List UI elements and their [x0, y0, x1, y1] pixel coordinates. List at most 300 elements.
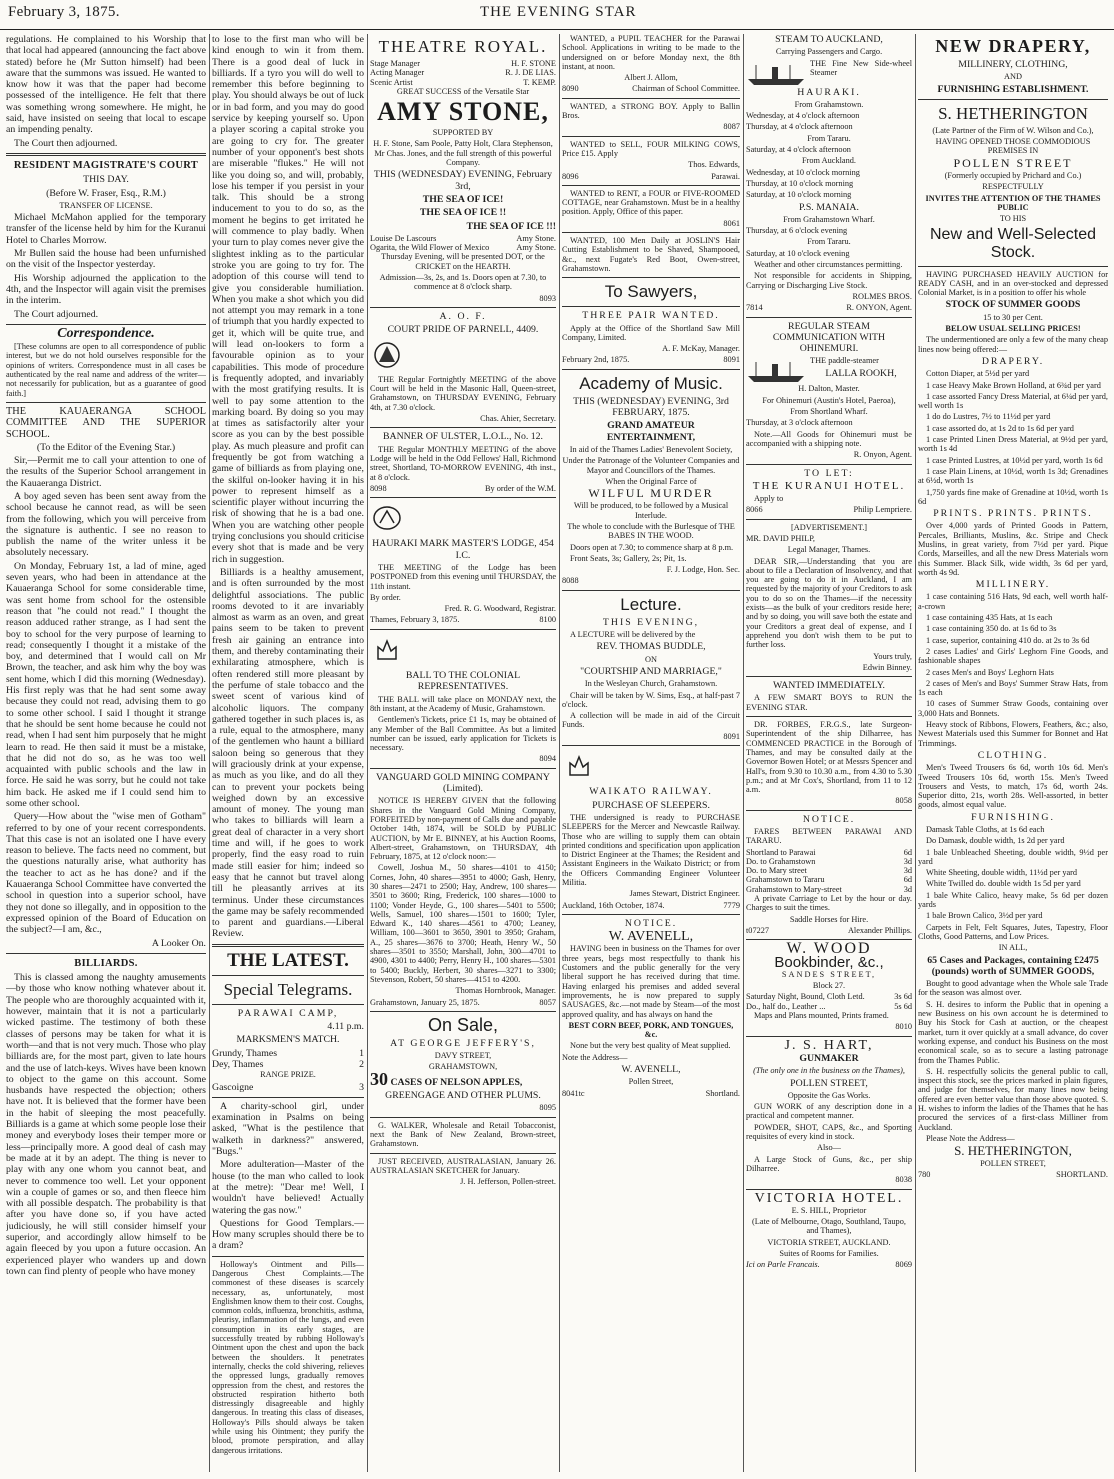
- ad-footer: Grahamstown, January 25, 1875. 8057: [370, 997, 556, 1007]
- ad-heading: FURNISHING ESTABLISHMENT.: [937, 83, 1089, 95]
- letter-signature: A Looker On.: [151, 937, 206, 949]
- list-item: 1 case Plain Linens, at 10½d, worth 1s 3d; Grenadines at 6½d, worth 1s: [918, 466, 1108, 486]
- ad-text: Admission—3s, 2s, and 1s. Doors open at 7.30, to commence at 8 o'clock sharp.: [379, 273, 547, 292]
- fare-row: Grahamstown to Tararu 6d: [746, 875, 912, 885]
- schedule-heading: From Grahamstown Wharf.: [783, 214, 875, 224]
- ad-text: "COURTSHIP AND MARRIAGE,": [580, 665, 722, 677]
- ad-heading: COURT PRIDE OF PARNELL, 4409.: [387, 324, 539, 336]
- ad-signature: J. H. Jefferson, Pollen-street.: [460, 1177, 556, 1187]
- play-title: THE SEA OF ICE !!!: [466, 220, 556, 232]
- subheading: MARKSMEN'S MATCH.: [236, 1034, 340, 1046]
- ad-footer: 8090 Chairman of School Committee.: [562, 84, 740, 94]
- ad-text: G. WALKER, Wholesale and Retail Tobacconist, next the Bank of New Zealand, Brown-street, Grahamstown.: [370, 1120, 556, 1149]
- ad-text: IN ALL,: [998, 943, 1028, 953]
- divider: [746, 519, 912, 520]
- ad-text: DEAR SIR,—Understanding that you are about to file a Declaration of Insolvency, and that you are going to do it in Auckland, I am requested by the majority of your Creditors to ask you to do so on the Thames—if the necessity exists—as the bulk of your creditors reside here; and by so doing, you will save both the estate and your Creditors a great deal of expense, and I apprehend you don't wish them to be put to further loss.: [746, 556, 912, 650]
- divider: [370, 629, 556, 630]
- category-heading: PRINTS. PRINTS. PRINTS.: [933, 508, 1093, 520]
- ad-text: E. S. HILL, Proprietor: [791, 1205, 867, 1215]
- ad-text: ON: [645, 654, 657, 664]
- divider: [562, 914, 740, 915]
- ad-signature: A. F. McKay, Manager.: [662, 344, 740, 354]
- play-title: WILFUL MURDER: [588, 486, 714, 501]
- ad-text: A Large Stock of Guns, &c., per ship Dilharree.: [746, 1154, 912, 1173]
- ad-text: By order.: [370, 592, 401, 602]
- list-item: Damask Table Cloths, at 1s 6d each: [926, 825, 1045, 834]
- ad-text: Bought to good advantage when the Whole sale Trade for the season was almost over.: [918, 979, 1108, 998]
- ad-text: JUST RECEIVED, AUSTRALASIAN, January 26. AUSTRALASIAN SKETCHER for January.: [370, 1156, 556, 1175]
- ad-heading: New and Well-Selected Stock.: [929, 225, 1096, 261]
- ad-text: INVITES THE ATTENTION OF THE THAMES PUBLIC: [925, 193, 1101, 212]
- ad-heading: Bookbinder, &c.,: [774, 953, 884, 971]
- ad-signature: R. Onyon, Agent.: [853, 450, 912, 460]
- ad-signature: F. J. Lodge, Hon. Sec.: [666, 565, 740, 575]
- ad-signature: Chas. Ahier, Secretary.: [480, 414, 556, 424]
- ad-text: THE undersigned is ready to PURCHASE SLEEPERS for the Mercer and Newcastle Railway. Those who are willing to supply them can obtain printed conditions and specification upon application to District Engineer at the Thames; the Resident and Assistant Engineers in the Waikato District; or from the Officers Commanding Engineer Volunteer Militia.: [562, 812, 740, 887]
- ad-text: POWDER, SHOT, CAPS, &c., and Sporting requisites of every kind in stock.: [746, 1122, 912, 1142]
- ad-text: Front Seats, 3s; Gallery, 2s; Pit, 1s.: [570, 553, 687, 563]
- divider: [746, 464, 912, 465]
- ad-heading: GUNMAKER: [799, 1052, 859, 1064]
- ad-heading: POLLEN STREET: [953, 155, 1073, 170]
- ad-text: Pollen Street,: [628, 1077, 674, 1087]
- divider: [562, 98, 740, 99]
- ad-heading: VICTORIA HOTEL.: [754, 1190, 904, 1206]
- fare-row: Do. to Mary street 3d: [746, 866, 912, 876]
- ad-text: THE BALL will take place on MONDAY next, the 8th instant, at the Academy of Music, Grahamstown.: [370, 694, 556, 713]
- ad-text: In the Wesleyan Church, Grahamstown.: [584, 679, 718, 689]
- column-rule: [209, 34, 210, 1472]
- dateline-time: 4.11 p.m.: [327, 1021, 364, 1033]
- column-rule: [559, 34, 560, 1472]
- ad-number: 8094: [539, 754, 556, 764]
- ad-text: Legal Manager, Thames.: [787, 545, 871, 555]
- ad-heading: A. O. F.: [439, 310, 487, 322]
- ad-text: Weather and other circumstances permitting.: [754, 260, 903, 270]
- ad-text: W. AVENELL,: [621, 1064, 681, 1076]
- ad-signature: Thomas Hornbrook, Manager.: [455, 986, 556, 996]
- ship-name: P.S. MANAIA.: [799, 201, 859, 213]
- ad-heading: BALL TO THE COLONIAL REPRESENTATIVES.: [405, 670, 521, 693]
- ad-text: THE Regular Fortnightly MEETING of the above Court will be held in the Masonic Hall, Queen-street, Grahamstown, on THURSDAY EVENING, February 4th, at 7.30 o'clock.: [370, 374, 556, 412]
- divider: [212, 1004, 364, 1005]
- ad-text: Gentlemen's Tickets, price £1 1s, may be obtained of any Member of the Ball Committee. As but a limited number can be issued, early application for Tickets is necessary.: [370, 715, 556, 753]
- ad-text: WANTED, a PUPIL TEACHER for the Parawai School. Applications in writing to be made to the undersigned on or before Monday next, the 8th instant, at noon.: [562, 34, 740, 71]
- schedule-row: Saturday, at 10 o'clock morning: [746, 190, 852, 200]
- ad-heading: J. S. HART,: [784, 1037, 874, 1053]
- ad-text: Cowell, Joshua M., 50 shares—4101 to 4150; Cornes, John, 40 shares—3951 to 4000; Gash, Henry, 30 shares—2471 to 2500; Hay, Andrew, 100 shares—3501 to 3600; Ring, Frederick, 100 shares—1000 to 1100; Vonder Heyde, G., 100 shares—5401 to 5500; Wells, Samuel, 100 shares—1501 to 1600; Tyler, Edward K., 140 shares—4561 to 4700; Leaney, William, 100—3601 to 3650, 3901 to 3950; Graham, A., 25 shares—3676 to 3700; Heath, Henry W., 50 shares—3501 to 3550; Marshall, John, 300—4701 to 4900, 4301 to 4400; Perry, Henry H., 100 shares—5301 to 5400; Buckly, Herbert, 30 shares—3271 to 3300; Stevenson, Robert, 50 shares—4151 to 4200.: [370, 863, 556, 984]
- ad-footer: February 2nd, 1875. 8091: [562, 355, 740, 365]
- ad-number: 8038: [895, 1175, 912, 1185]
- ad-text: THIS (WEDNESDAY) EVENING, February 3rd,: [373, 169, 553, 192]
- staff-row: Stage Manager H. F. STONE: [370, 59, 556, 68]
- list-item: 1 case Printed Lustres, at 10½d per yard, worth 1s 6d: [926, 455, 1103, 465]
- ad-text: AND: [1004, 72, 1022, 82]
- article-text: His Worship adjourned the application to the 4th, and the Inspector will again visit the premises in the interim.: [6, 272, 206, 307]
- ad-text: THE Regular MONTHLY MEETING of the above Lodge will be held in the Odd Fellows' Hall, Richmond street, Shortland, TO-MORROW EVENING, 4th inst., at 8 o'clock.: [370, 444, 556, 482]
- ad-number: 8058: [895, 796, 912, 806]
- list-item: 2 cases of Men's and Boys' Summer Straw Hats, from 1s each: [918, 678, 1108, 698]
- list-item: 1 case containing 350 do. at 1s 6d to 3s: [926, 624, 1057, 634]
- play-title: THE SEA OF ICE!: [422, 193, 504, 205]
- ad-signature: Thos. Edwards,: [688, 160, 740, 170]
- ad-heading: THE KURANUI HOTEL.: [752, 479, 906, 492]
- list-item: 1 bale Brown Calico, 3½d per yard: [926, 911, 1043, 921]
- ad-footer: Thames, February 3, 1875. 8100: [370, 615, 556, 625]
- ad-footer: 8098 By order of the W.M.: [370, 483, 556, 493]
- list-item: Carpets in Felt, Felt Squares, Jutes, Tapestry, Floor Cloths, Good Patterns, and Low Prices.: [918, 922, 1108, 941]
- letter-text: Query—How about the "wise men of Gotham" referred to by one of your recent correspondents. That this case is not an isolated one I have every reason to believe. The facts need no comment, but the questions naturally arise, what authority has the teacher to act as he has done? and if the Kauaeranga School Committee have converted the school in question into a superior school, have they not done so illegally, and in opposition to the expressed opinion of the Board of Education on the subject?—I am, &c.,: [6, 811, 206, 936]
- ad-text: Opposite the Gas Works.: [787, 1090, 871, 1100]
- column-4: [562, 34, 740, 1472]
- ad-footer: 780 SHORTLAND.: [918, 1169, 1108, 1179]
- letter-heading: THE KAUAERANGA SCHOOL COMMITTEE AND THE SUPERIOR SCHOOL.: [6, 405, 206, 440]
- list-item: 1 case containing 516 Hats, 9d each, well worth half-a-crown: [918, 592, 1108, 611]
- ad-text: RESPECTFULLY: [982, 182, 1044, 192]
- ad-text: Under the Patronage of the Volunteer Companies and Mayor and Councillors of the Thames.: [562, 456, 740, 475]
- subheading: TRANSFER OF LICENSE.: [59, 200, 153, 210]
- ad-footer: Auckland, 16th October, 1874. 7779: [562, 900, 740, 910]
- ad-text: Suites of Rooms for Families.: [779, 1248, 879, 1258]
- ad-text: WANTED, 100 Men Daily at JOSLIN'S Hair Cutting Establishment to be Shaved, Shampooed, &c., next Fugate's Red Boot, Owen-street, Grahamstown.: [562, 236, 740, 273]
- ad-number: 8093: [539, 293, 556, 303]
- ad-text: GRAHAMSTOWN,: [428, 1062, 498, 1072]
- ad-text: THE Fine New Side-wheel Steamer: [810, 58, 912, 77]
- column-rule: [743, 34, 744, 1472]
- ad-signature: James Stewart, District Engineer.: [629, 889, 740, 899]
- ad-number: 8061: [723, 218, 740, 228]
- divider: [562, 369, 740, 370]
- ad-heading: On Sale,: [427, 1014, 499, 1035]
- list-item: 10 cases of Summer Straw Goods, containing over 3,000 Hats and Bonnets.: [918, 699, 1108, 718]
- ad-heading: REGULAR STEAM COMMUNICATION WITH OHINEMURI.: [772, 320, 886, 355]
- masthead: [0, 0, 1114, 30]
- divider: [370, 1011, 556, 1012]
- divider: [370, 427, 556, 428]
- ad-heading: PURCHASE OF SLEEPERS.: [592, 799, 710, 811]
- ad-text: DAVY STREET,: [434, 1051, 492, 1061]
- schedule-heading: For Ohinemuri (Austin's Hotel, Paeroa),: [762, 395, 896, 405]
- ad-text: THE paddle-steamer: [810, 356, 879, 366]
- ad-text: BEST CORN BEEF, PORK, AND TONGUES, &c.: [568, 1020, 734, 1040]
- divider: [370, 497, 556, 498]
- fare-row: Shortland to Parawai 6d: [746, 847, 912, 857]
- ship-name: HAURAKI.: [797, 86, 861, 98]
- divider: [370, 1117, 556, 1118]
- ad-text: The whole to conclude with the Burlesque of THE BABES IN THE WOOD.: [567, 521, 735, 541]
- section-heading: Special Telegrams.: [223, 979, 353, 999]
- divider: [918, 266, 1108, 267]
- ad-text: Block 27.: [812, 981, 846, 991]
- column-1: [6, 34, 206, 1472]
- schedule-heading: From Shortland Wharf.: [790, 407, 868, 417]
- category-heading: MILLINERY.: [975, 579, 1051, 591]
- schedule-row: Saturday, at 4 o'clock afternoon: [746, 145, 851, 155]
- ad-heading: NOTICE.: [802, 813, 856, 825]
- ad-text: Men's Tweed Trousers 6s 6d, worth 10s 6d. Men's Tweed Trousers 10s 6d, worth 15s. Men's Tweed Trousers and Vests, to match, 17s 6d, worth 24s. Superior ditto, 21s, worth 28s. Well-assorted, in better goods, almost equal value.: [918, 763, 1108, 810]
- list-item: 1 case Heavy Make Brown Holland, at 6¾d per yard: [926, 380, 1101, 390]
- divider: [746, 676, 912, 677]
- foresters-emblem-icon: [370, 340, 404, 370]
- ad-text: In aid of the Thames Ladies' Benevolent Society,: [569, 444, 733, 454]
- divider: [562, 590, 740, 591]
- schedule-heading: From Grahamstown.: [794, 99, 864, 109]
- section-heading: THE LATEST.: [227, 949, 349, 971]
- ad-heading: WAIKATO RAILWAY.: [589, 786, 713, 798]
- ad-text: (Late Partner of the Firm of W. Wilson and Co.),: [932, 125, 1094, 135]
- ad-heading: Academy of Music.: [579, 373, 723, 393]
- ad-heading: W. AVENELL,: [608, 929, 694, 945]
- schedule-row: Wednesday, at 10 o'clock morning: [746, 167, 860, 177]
- article-text: to lose to the first man who will be kind enough to win it from them. There is a good deal of luck in billiards. If a tyro you will do well to remember this before beginning to play. You should always be out of luck or in bad form, and you may do good service by keeping yourself so. Upon a player scoring a capital stroke you are going to cry for. The greater number of your opponent's best shots are miserable "flukes." He will not like you doing so, and will, probably, lose his temper if you persist in your talk. This should be a strong inducement to you to do so, as the moment he begins to get irritated he will commence to play badly. When your turn to play comes never give the slightest inkling as to the particular stroke you are going to try for. The adoption of this course will tend to give you considerable humiliation. When you make a shot which you did not attempt you may remark in a tone of triumph that you hardly expected to get it, which will be quite true, and will lead on-lookers to form a favourable opinion as to your capabilities. This mode of procedure is frequently adopted, and invariably with the most gratifying results. It is well to pay some attention to the marking board. By doing so you may at times as satisfactorily alter your score as you can by the best possible play. As much pleasure and profit can frequently be got from watching a game of billiards as from playing one, the skilful on-looker having it in his power to represent himself as a scientific player without incurring the risk of showing that he is a bad one. When you are watching other people trying conclusions you should criticise every shot that is made and be very rich in suggestion.: [212, 34, 364, 565]
- ad-text: Over 4,000 yards of Printed Goods in Pattern, Percales, Brilliants, Muslins, &c. Stripe and Check Muslins, in great variety, from 7½d per yard. Pique Cords, Marseilles, and all the new Dress Materials worn this Summer. Black Silk, wide width, 3s 6d per yard, worth 4s 9d.: [918, 521, 1108, 577]
- column-6: [918, 34, 1108, 1472]
- schedule-row: Thursday, at 6 o'clock evening: [746, 226, 848, 236]
- ad-text: DR. FORBES, F.R.G.S., late Surgeon-Superintendent of the ship Dilharree, has COMMENCED PRACTICE in the Borough of Thames, and may be consulted daily at the Governor Bowen Hotel; or at Messrs Spencer and Hall's, from 9.30 to 10.30 a.m., from 4.30 to 5.30 p.m.; and at Mr Cox's, Shortland, from 11 to 12 a.m.: [746, 720, 912, 795]
- ad-text: When the Original Farce of: [605, 476, 697, 486]
- divider: [212, 975, 364, 976]
- ad-text: H. Dalton, Master.: [798, 384, 860, 394]
- ad-number: 8087: [723, 122, 740, 132]
- ad-heading: NOTICE.: [624, 917, 678, 929]
- ad-text: WANTED to SELL, FOUR MILKING COWS, Price £15. Apply: [562, 139, 740, 158]
- ad-text: GREENGAGE AND OTHER PLUMS.: [385, 1090, 541, 1102]
- ad-text: Saddle Horses for Hire.: [789, 914, 869, 924]
- divider: [746, 810, 912, 811]
- ad-signature: Albert J. Allom,: [624, 73, 678, 83]
- ad-heading: Lecture.: [620, 594, 682, 614]
- ad-text: TO HIS: [999, 214, 1027, 224]
- ad-heading: NEW DRAPERY,: [935, 36, 1091, 56]
- ad-text: Apply at the Office of the Shortland Saw Mill Company, Limited.: [562, 323, 740, 342]
- fare-row: Do. to Grahamstown 3d: [746, 856, 912, 866]
- ad-footer: 8066 Philip Lempriere.: [746, 505, 912, 515]
- divider: [6, 324, 206, 325]
- list-item: 1 do do Lustres, 7½ to 11½d per yard: [926, 412, 1051, 422]
- ad-text: WANTED, a STRONG BOY. Apply to Ballin Bros.: [562, 101, 740, 121]
- article-text: The Court adjourned.: [14, 308, 99, 320]
- dateline: PARAWAI CAMP,: [237, 1007, 339, 1019]
- section-heading: BILLIARDS.: [74, 957, 138, 969]
- list-item: 1 case containing 435 Hats, at 1s each: [926, 613, 1053, 623]
- ad-text: Yours truly,: [873, 651, 912, 661]
- divider: [562, 277, 740, 278]
- ad-text: Not responsible for accidents in Shipping, Carrying or Discharging Live Stock.: [746, 271, 912, 290]
- list-item: Cotton Diaper, at 5½d per yard: [926, 369, 1030, 379]
- ad-heading: W. WOOD: [786, 940, 872, 958]
- list-item: 2 cases Ladies' and Girls' Leghorn Fine Goods, and fashionable shapes: [918, 646, 1108, 666]
- ad-text: AT GEORGE JEFFERY'S,: [390, 1037, 536, 1049]
- ad-text: Note.—All Goods for Ohinemuri must be accompanied with a shipping note.: [746, 429, 912, 448]
- ad-heading: TO LET:: [804, 467, 854, 479]
- ad-text: HAVING been in business on the Thames for over three years, begs most respectfully to thank his Customers and the public generally for the very liberal support he has received during that time. Having enlarged his premises and added several improvements, he is now prepared to supply SAUSAGES, &c.—not made by Steam—of the most approved quality, and has always on hand the: [562, 944, 740, 1019]
- ad-text: HAVING OPENED THOSE COMMODIOUS PREMISES IN: [935, 137, 1091, 156]
- divider: [370, 768, 556, 769]
- ad-text: POLLEN STREET,: [790, 1077, 868, 1089]
- ad-heading: S. HETHERINGTON,: [954, 1143, 1072, 1159]
- ad-number: 8088: [562, 576, 579, 586]
- subheading: RANGE PRIZE.: [260, 1070, 316, 1080]
- ad-text: POLLEN STREET,: [980, 1158, 1046, 1168]
- divider: [562, 136, 740, 137]
- column-3: [370, 34, 556, 1472]
- column-5: [746, 34, 912, 1472]
- price-row: Saturday Night, Bound, Cloth Letd. 3s 6d: [746, 992, 912, 1002]
- divider: [746, 1036, 912, 1037]
- column-rule: [915, 34, 916, 1472]
- ad-text: MR. DAVID PHILP,: [746, 533, 815, 543]
- royal-crest-icon: [370, 635, 404, 665]
- divider: [562, 745, 740, 746]
- divider: [746, 317, 912, 318]
- letter-text: A boy aged seven has been sent away from the school because he cannot read, as will be seen from the following, which you will perceive from the signature is authentic. I see no reason to publish the name of the writer unless it be absolutely necessary.: [6, 490, 206, 559]
- ad-text: Thursday Evening, will be presented DOT, or the CRICKET on the HEARTH.: [381, 252, 545, 271]
- list-item: Heavy stock of Ribbons, Flowers, Feathers, &c.; also, Newest Materials used this Summer for Bonnet and Hat Trimmings.: [918, 720, 1108, 748]
- ad-text: (The only one in the business on the Thames),: [753, 1066, 905, 1076]
- ad-text: THIS EVENING,: [602, 616, 700, 628]
- ad-footer: Ici on Parle Francais. 8069: [746, 1260, 912, 1270]
- ad-heading: STEAM TO AUCKLAND,: [775, 34, 883, 45]
- divider: [746, 1189, 912, 1190]
- list-item: 2 cases Men's and Boys' Leghorn Hats: [926, 667, 1054, 677]
- ad-text: Will be produced, to be followed by a Musical Interlude.: [573, 501, 729, 520]
- article-text: Billiards is a healthy amusement, and is often surrounded by the most delightful associations. The public rooms devoted to it are invariably almost as warm as an oven, and great pains seem to be taken to prevent fresh air gaining an entrance into them, and thereby contaminating their exhilarating atmosphere, which is often rendered still more pleasant by the perfume of stale tobacco and the sweet scent of various kind of alcoholic liquors. The company gathered together in such places is, as a rule, equal to the atmosphere, many of the gentlemen who haunt a billiard saloon being so generous that they will graciously drink at your expense, as much as you like, and do all they can to prevent your pockets being weighed down by an excessive amount of money. The young man who takes to billiards will learn a great deal of character in a very short time and will, if he goes to work properly, find the easy road to ruin made still easier for him; indeed so easy that he cannot but travel along till he pleasantly arrives at its terminus. Under these circumstances the game may be safely recommended to parent and guardians.—Liberal Review.: [212, 566, 364, 940]
- ad-footer: 8096 Parawai.: [562, 171, 740, 181]
- ad-text: Apply to: [754, 494, 784, 504]
- ad-signature: Fred. R. G. Woodward, Registrar.: [444, 604, 556, 614]
- list-item: Do Damask, double width, 1s 2d per yard: [926, 836, 1065, 846]
- ad-text: THE MEETING of the Lodge has been POSTPONED from this evening until THURSDAY, the 11th instant.: [370, 562, 556, 591]
- article-text: More adulteration—Master of the house (to the man who called to look at the metre): "Dear me! Well, I wouldn't have believed! Actually watering the gas now.": [212, 1159, 364, 1216]
- divider: [562, 306, 740, 307]
- staff-row: Acting Manager R. J. DE LIAS.: [370, 68, 556, 78]
- letter-subheading: (To the Editor of the Evening Star.): [36, 441, 176, 453]
- ad-text: S. H. respectfully solicits the general public to call, inspect this stock, see the prices marked in plain figures, and judge for themselves, for many lines now being offered are even better value than those above quoted. S. H. wishes to inform the ladies of the Thames that he has procured the services of a first-class Milliner from Auckland.: [918, 1066, 1108, 1132]
- ad-number: 8095: [539, 1103, 556, 1113]
- ad-text: S. H. desires to inform the Public that in opening a new Business on his own account he is determined to Buy his Stock for Cash at auction, or the cheapest market, turn it over quickly at a small advance, do cover working expense, and conduct his Business on the most economical scale, so as to secure a lasting patronage from the Thames Public.: [918, 999, 1108, 1065]
- ad-footer: 7814 R. ONYON, Agent.: [746, 303, 912, 313]
- ad-text: A private Carriage to Let by the hour or day. Charges to suit the times.: [746, 894, 912, 913]
- star-name: AMY STONE,: [377, 97, 549, 127]
- ad-text: A LECTURE will be delivered by the: [570, 630, 696, 640]
- ad-text: A FEW SMART BOYS to RUN the EVENING STAR.: [746, 693, 912, 712]
- ad-number: 8010: [895, 1022, 912, 1032]
- article-text: This is classed among the naughty amusements—by those who know nothing whatever about it. The people who are thoroughly acquainted with it, however, maintain that it is not a particularly wicked pastime. The testimony of both these classes of persons may be taken for what it is worth—and that is not very much. Those who play billiards are, for the most part, given to late hours and the use of latch-keys. Wives have been known to object to the game on this account. Some husbands have respected the objection; others have not. It is believed that the former have been in the habit of sleeping the most peacefully. Billiards is a game at which some people lose their money and everybody loses their temper more or less—principally more. A good deal of cash may be made at it by an adept. The thing is never to play with any one whom you cannot beat, and never to commence too well. Let your opponent win a couple of games or so, and then fleece him with all possible despatch. The probability is that after you have done so, if you have acted judiciously, he will still consider himself your superior, and accordingly allow himself to be again fleeced by you upon a future occasion. An experienced player who wanders up and down town can find plenty of people who have money: [6, 972, 206, 1277]
- category-heading: DRAPERY.: [981, 355, 1045, 367]
- divider: [212, 1097, 364, 1098]
- price-row: Do., half do., Leather ... 5s 6d: [746, 1001, 912, 1011]
- article-text: Michael McMahon applied for the temporary transfer of the license held by him for the Kuranui Hotel to Charles Morrow.: [6, 212, 206, 246]
- category-heading: FURNISHING.: [971, 811, 1055, 823]
- ad-text: Maps and Plans mounted, Prints framed.: [754, 1011, 889, 1021]
- divider: [918, 99, 1108, 100]
- staff-row: Scenic Artist T. KEMP.: [370, 77, 556, 87]
- ad-text: The undermentioned are only a few of the many cheap lines now being offered:—: [918, 335, 1108, 354]
- divider: [562, 232, 740, 233]
- category-heading: CLOTHING.: [977, 749, 1049, 761]
- article-text: The Court then adjourned.: [14, 137, 118, 149]
- ad-text: Please Note the Address—: [926, 1133, 1015, 1143]
- schedule-heading: From Tararu.: [807, 237, 851, 247]
- ad-text: NOTICE IS HEREBY GIVEN that the following Shares in the Vanguard Gold Mining Company, FORFEITED by non-payment of Calls due and payable October 14th, 1874, will be SOLD by PUBLIC AUCTION, by Mr E. BINNEY, at his Auction Rooms, Albert-street, Grahamstown, on THURSDAY, 4th February, 1875, at 12 o'clock noon:—: [370, 796, 556, 862]
- ad-signature: ROLMES BROS.: [852, 291, 912, 301]
- cast-row: Ogarita, the Wild Flower of Mexico Amy Stone.: [370, 243, 556, 253]
- article-text: regulations. He complained to his Worship that that local had appeared (announcing the fact above stated) before he (Mr Sutton himself) had been aware that the summons was issued. He wanted to know how it was that the paper had become possessed of the intelligence. He felt that there was something wrong somewhere. He might, he said, have insisted on seeing that local to escape an impending penalty.: [6, 34, 206, 136]
- divider: [746, 716, 912, 717]
- section-heading: Correspondence.: [57, 325, 155, 341]
- masonic-emblem-icon: [370, 503, 404, 533]
- ad-number: 8091: [723, 731, 740, 741]
- divider: [370, 307, 556, 308]
- divider: [6, 953, 206, 954]
- schedule-heading: From Auckland.: [802, 156, 856, 166]
- editorial-note: [These columns are open to all correspondence of public interest, but we do not hold ourselves responsible for the opinions of writers. Correspondence must in all cases be authenticated by the real name and address of the writer—not necessarily for publication, but as a guarantee of good faith.]: [6, 342, 206, 398]
- ad-heading: STOCK OF SUMMER GOODS: [945, 299, 1081, 311]
- ad-text: BELOW USUAL SELLING PRICES!: [945, 324, 1081, 334]
- list-item: 1 case, superior, containing 410 do. at 2s to 3s 6d: [926, 635, 1090, 645]
- article-text: Questions for Good Templars.—How many scruples should there be to a dram?: [212, 1217, 364, 1252]
- ad-signature: Edwin Binney.: [862, 662, 912, 672]
- ad-text: Chair will be taken by W. Sims, Esq., at half-past 7 o'clock.: [562, 690, 740, 709]
- list-item: White Sheeting, double width, 11½d per yard: [926, 868, 1078, 878]
- ad-text: Doors open at 7.30; to commence sharp at 8 p.m.: [570, 542, 734, 552]
- ad-heading: THREE PAIR WANTED.: [582, 310, 720, 322]
- divider: [212, 1256, 364, 1257]
- list-item: 1 case assorted Fancy Dress Material, at 6¼d per yard, well worth 1s: [918, 391, 1108, 411]
- ad-heading: FARES BETWEEN PARAWAI AND TARARU.: [746, 827, 912, 846]
- ad-text: 30 CASES OF NELSON APPLES,: [370, 1068, 523, 1089]
- ad-heading: 65 Cases and Packages, containing £2475 (pounds) worth of SUMMER GOODS,: [927, 954, 1099, 977]
- ad-text: A collection will be made in aid of the Circuit Funds.: [562, 711, 740, 730]
- ad-text: WANTED to RENT, a FOUR or FIVE-ROOMED COTTAGE, near Grahamstown. Must be in a healthy position. Apply, Office of this paper.: [562, 188, 740, 217]
- ad-text: VICTORIA STREET, AUCKLAND.: [767, 1237, 891, 1247]
- newspaper-title: THE EVENING STAR: [480, 4, 637, 20]
- ad-heading: BANNER OF ULSTER, L.O.L., No. 12.: [382, 431, 544, 443]
- subheading: THIS DAY.: [83, 174, 129, 186]
- list-item: 1 case Printed Linen Dress Material, at 9½d per yard, worth 1s 4d: [918, 435, 1108, 454]
- ad-heading: WANTED IMMEDIATELY.: [772, 680, 886, 692]
- section-heading: RESIDENT MAGISTRATE'S COURT: [13, 159, 199, 171]
- ad-text: SANDES STREET,: [781, 969, 877, 979]
- ad-text: GUN WORK of any description done in a practical and competent manner.: [746, 1102, 912, 1121]
- ad-heading: HAURAKI MARK MASTER'S LODGE, 454 I.C.: [372, 538, 554, 561]
- issue-date: February 3, 1875.: [8, 4, 120, 20]
- divider: [6, 402, 206, 403]
- schedule-row: Wednesday, at 4 o'clock afternoon: [746, 111, 860, 121]
- ad-text: REV. THOMAS BUDDLE,: [596, 641, 706, 653]
- cast-row: Louise De Lascours Amy Stone.: [370, 233, 556, 243]
- steamship-icon: [746, 61, 806, 87]
- ad-text: 15 to 30 per Cent.: [983, 312, 1043, 322]
- ad-heading: GRAND AMATEUR ENTERTAINMENT,: [606, 420, 696, 443]
- ad-text: Carrying Passengers and Cargo.: [775, 47, 883, 57]
- ad-label: [ADVERTISEMENT.]: [790, 522, 868, 532]
- ad-text: None but the very best quality of Meat supplied.: [570, 1041, 731, 1051]
- ad-heading: To Sawyers,: [604, 282, 698, 302]
- ad-text: HAVING PURCHASED HEAVILY AUCTION for READY CASH, and in an over-stocked and depressed Colonial Market, is in a position to offer his whole: [918, 269, 1108, 298]
- list-item: 1 case assorted do, at 1s 2d to 1s 6d per yard: [926, 423, 1074, 433]
- ad-text: Also—: [817, 1143, 841, 1153]
- divider: [370, 1153, 556, 1154]
- ad-footer: t07227 Alexander Phillips.: [746, 925, 912, 935]
- list-item: 1 bale White Calico, heavy make, 5s 6d per dozen yards: [918, 890, 1108, 910]
- steamship-icon: [746, 358, 806, 384]
- result-row: Dey, Thames 2: [212, 1058, 364, 1070]
- list-item: White Twilled do. double width 1s 5d per yard: [926, 879, 1081, 889]
- ad-text: H. F. Stone, Sam Poole, Patty Holt, Clara Stephenson, Mr Chas. Jones, and the full strength of this powerful Company.: [373, 139, 553, 168]
- ad-heading: S. HETHERINGTON: [938, 103, 1088, 123]
- letter-text: Sir,—Permit me to call your attention to one of the results of the Superior School arrangement in the Kauaeranga District.: [6, 455, 206, 489]
